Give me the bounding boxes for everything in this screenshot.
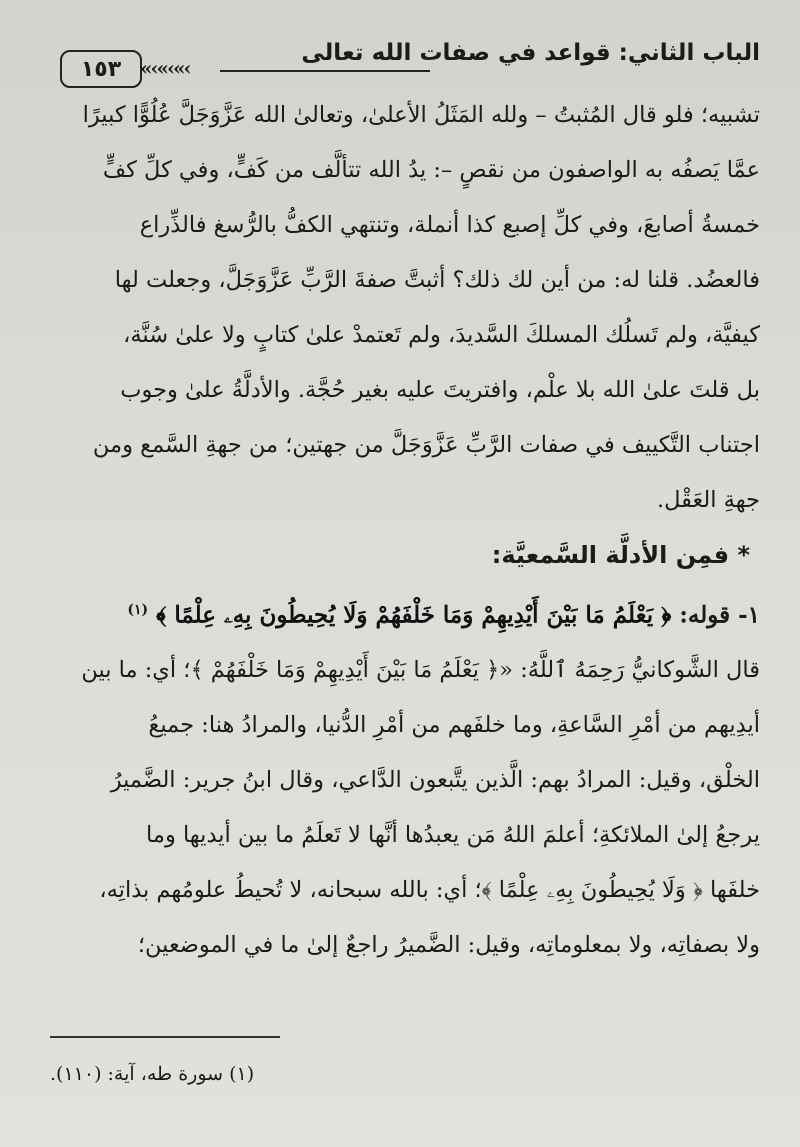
text-line: جهةِ العَقْل. [656,487,760,513]
body-text [60,88,760,973]
page-header [60,28,760,84]
text-line: اجتناب التَّكييف في صفات الرَّبِّ عَزَّوَجَلَّ من جهتين؛ من جهةِ السَّمع ومن [92,432,760,458]
arrows-ornament-icon: «‹«‹«‹ [140,56,190,80]
text-line: كيفيَّة، ولم تَسلُك المسلكَ السَّديدَ، ولم تَعتمدْ علىٰ كتابٍ ولا علىٰ سُنَّة، [123,322,760,348]
chapter-title: الباب الثاني: قواعد في صفات الله تعالى [301,40,760,66]
quran-verse: ﴿ يَعْلَمُ مَا بَيْنَ أَيْدِيهِمْ وَمَا خَلْفَهُمْ وَلَا يُحِيطُونَ بِهِۦ عِلْمًا ﴾ [156,601,672,629]
text-line: بل قلتَ علىٰ الله بلا علْم، وافتريتَ عليه بغير حُجَّة. والأدلَّةُ علىٰ وجوب [120,377,760,403]
footnote-ref: (١) [127,602,149,618]
verse-prefix: ١- قوله: [671,601,760,629]
text-line: قال الشَّوكانيُّ رَحِمَهُ ٱللَّهُ: «﴿ يَعْلَمُ مَا بَيْنَ أَيْدِيهِمْ وَمَا خَلْفَهُمْ ﴾؛ أي: ما بين [81,656,760,683]
footnote-rule [50,1036,280,1038]
footnote-text: (١) سورة طه، آية: (١١٠). [50,1063,255,1085]
text-line: ولا بصفاتِه، ولا بمعلوماتِه، وقيل: الضَّميرُ راجعٌ إلىٰ ما في الموضعين؛ [137,931,760,958]
text-line: خلفَها ﴿ وَلَا يُحِيطُونَ بِهِۦ عِلْمًا ﴾؛ أي: بالله سبحانه، لا تُحيطُ علومُهم بذاتِه، [99,876,760,903]
text-line: يرجعُ إلىٰ الملائكةِ؛ أعلمَ اللهُ مَن يعبدُها أنَّها لا تَعلَمُ ما بين أيديها وما [146,821,760,848]
page-number: ١٥٣ [60,50,142,88]
text-line: أيدِيهم من أمْرِ السَّاعةِ، وما خلفَهم من أمْرِ الدُّنيا، والمرادُ هنا: جميعُ [148,711,760,738]
header-rule [220,70,430,72]
text-line: خمسةُ أصابعَ، وفي كلِّ إصبع كذا أنملة، وتنتهي الكفُّ بالرُّسغ فالذِّراع [139,212,760,238]
text-line: الخلْق، وقيل: المرادُ بهم: الَّذين يتَّبعون الدَّاعي، وقال ابنُ جرير: الضَّميرُ [110,766,760,793]
text-line: عمَّا يَصفُه به الواصفون من نقصٍ –: يدُ الله تتألَّف من كَفٍّ، وفي كلِّ كفٍّ [102,157,760,183]
section-heading: * فمِن الأدلَّة السَّمعيَّة: [491,541,750,569]
footnote [50,1063,350,1085]
text-line: تشبيه؛ فلو قال المُثبتُ – ولله المَثَلُ الأعلىٰ، وتعالىٰ الله عَزَّوَجَلَّ عُلُوًّا كبيرًا [82,102,760,128]
text-line: فالعضُد. قلنا له: من أين لك ذلك؟ أثبتَّ صفةَ الرَّبِّ عَزَّوَجَلَّ، وجعلت لها [114,267,760,293]
verse-line [60,583,760,643]
